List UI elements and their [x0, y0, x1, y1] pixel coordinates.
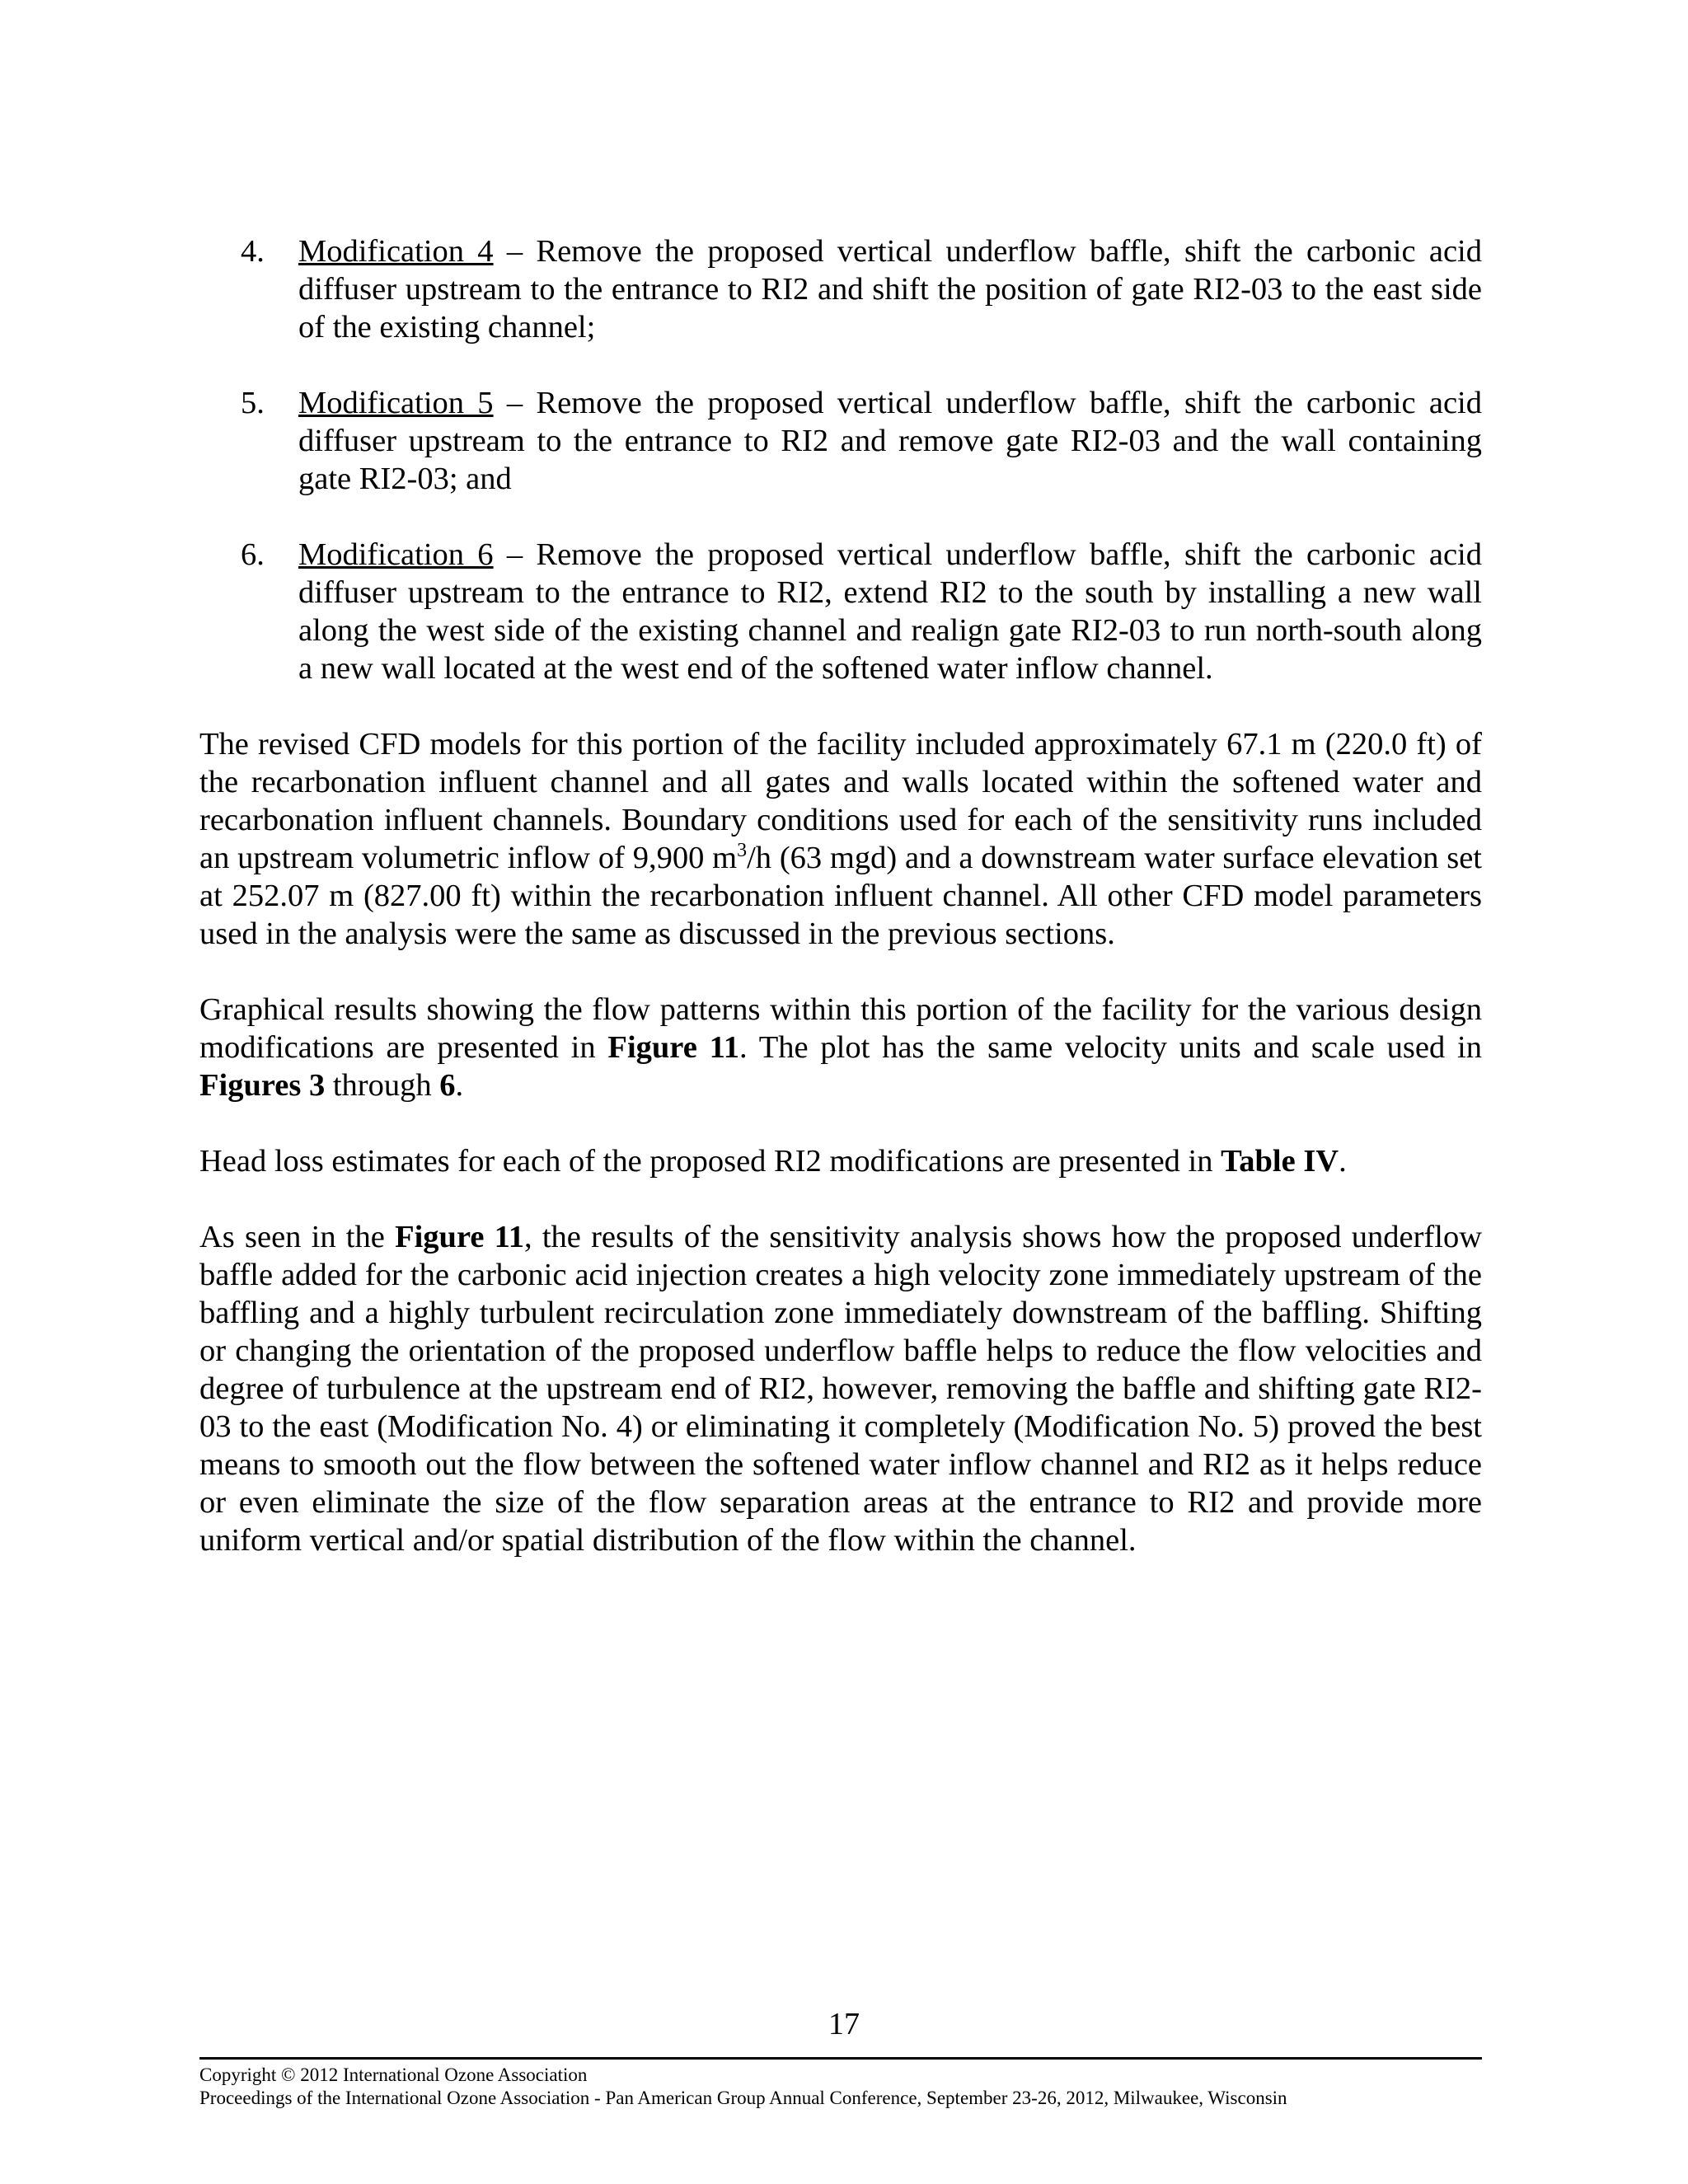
list-item-text: – Remove the proposed vertical underflow baffle, shift the carbonic acid diffuser upstream to the entrance to RI2, extend RI2 to the south by installing a new wall along the west side of the existing channel and realign gate RI2-03 to run north-south along a new wall located at the west end of the softened water inflow channel.	[298, 537, 1482, 686]
modification-list	[241, 232, 1482, 725]
paragraph-head-loss: Head loss estimates for each of the proposed RI2 modifications are presented in Table IV.	[199, 1144, 1347, 1179]
list-item-text: – Remove the proposed vertical underflow baffle, shift the carbonic acid diffuser upstream to the entrance to RI2 and shift the position of gate RI2-03 to the east side of the existing channel;	[298, 234, 1482, 344]
list-item-text: – Remove the proposed vertical underflow baffle, shift the carbonic acid diffuser upstream to the entrance to RI2 and remove gate RI2-03 and the wall containing gate RI2-03; and	[298, 386, 1482, 496]
list-item-label: Modification 5	[298, 386, 494, 420]
page-number: 17	[828, 2007, 860, 2041]
list-item-label: Modification 4	[298, 234, 494, 269]
paragraph-cfd-models: The revised CFD models for this portion of the facility included approximately 67.1 m (220.0 ft) of the recarbonation influent channel and all gates and walls located within the softened water and recarbonation influent channels. Boundary conditions used for each of the sensitivity runs included an upstream volumetric inflow of 9,900 $m^3/h$ (63 mgd) and a downstream water surface elevation set at 252.07 m (827.00 ft) within the recarbonation influent channel. All other CFD model parameters used in the analysis were the same as discussed in the previous sections.	[199, 727, 1483, 951]
footer-copyright: Copyright © 2012 International Ozone Association	[199, 2064, 588, 2085]
page-footer	[199, 2064, 1535, 2110]
list-item-number: 5.	[241, 386, 265, 420]
footer-divider	[199, 2057, 1482, 2060]
paragraph-sensitivity-analysis: As seen in the Figure 11, the results of the sensitivity analysis shows how the proposed underflow baffle added for the carbonic acid injection creates a high velocity zone immediately upstream of the baffling and a highly turbulent recirculation zone immediately downstream of the baffling. Shifting or changing the orientation of the proposed underflow baffle helps to reduce the flow velocities and degree of turbulence at the upstream end of RI2, however, removing the baffle and shifting gate RI2-03 to the east (Modification No. 4) or eliminating it completely (Modification No. 5) proved the best means to smooth out the flow between the softened water inflow channel and RI2 as it helps reduce or even eliminate the size of the flow separation areas at the entrance to RI2 and provide more uniform vertical and/or spatial distribution of the flow within the channel.	[199, 1220, 1482, 1558]
list-item-number: 4.	[241, 234, 265, 269]
list-item	[241, 232, 1482, 346]
footer-proceedings: Proceedings of the International Ozone Association - Pan American Group Annual Conference, September 23-26, 2012, Milwaukee, Wisconsin	[199, 2088, 1287, 2108]
list-item-label: Modification 6	[298, 537, 494, 572]
list-item	[241, 536, 1482, 687]
paragraph-graphical-results: Graphical results showing the flow patterns within this portion of the facility for the various design modifications are presented in Figure 11. The plot has the same velocity units and scale used in Figures 3 through 6.	[199, 992, 1482, 1103]
list-item-number: 6.	[241, 537, 265, 572]
list-item	[241, 384, 1482, 498]
